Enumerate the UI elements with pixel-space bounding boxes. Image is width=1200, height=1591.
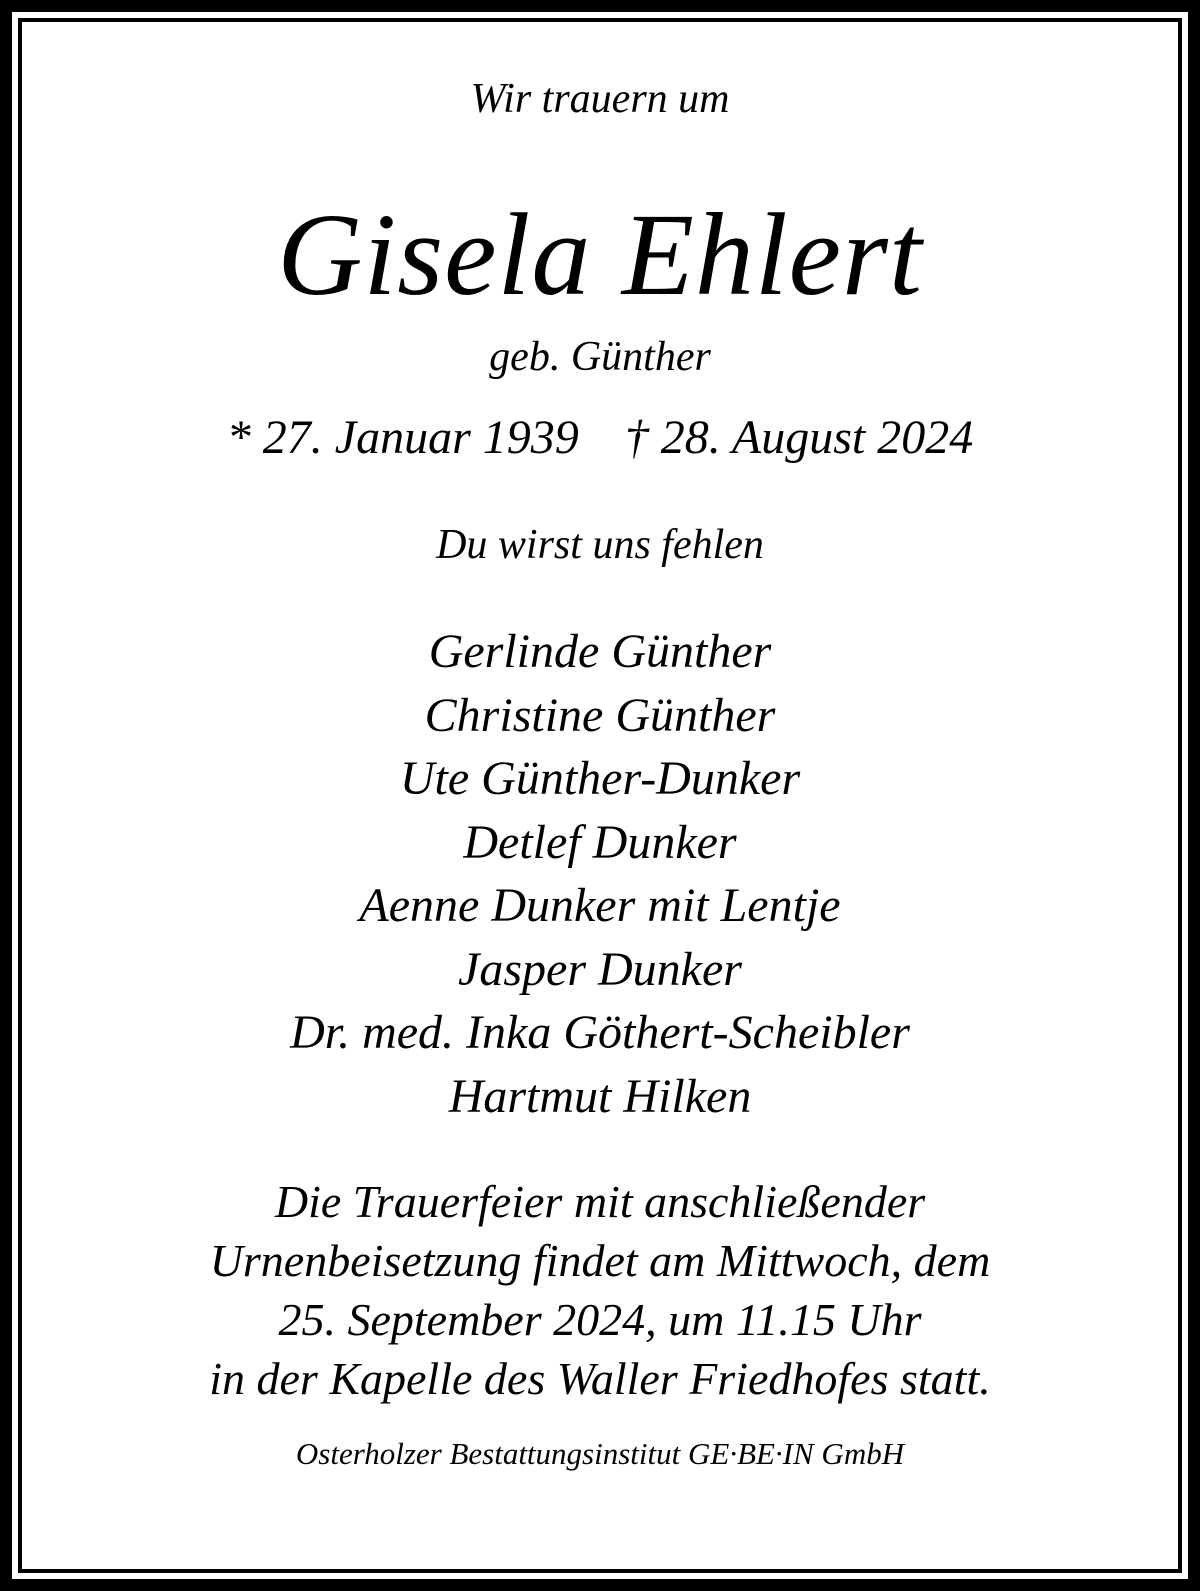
- undertaker-credit: Osterholzer Bestattungsinstitut GE·BE·IN GmbH: [295, 1436, 905, 1471]
- life-dates: [22, 410, 1178, 466]
- mourner-name: Detlef Dunker: [463, 815, 737, 869]
- death-date: † 28. August 2024: [624, 411, 974, 464]
- service-line: Die Trauerfeier mit anschließender: [274, 1176, 926, 1227]
- service-announcement: [22, 1172, 1178, 1408]
- mourner-name: Christine Günther: [424, 688, 776, 742]
- service-line: Urnenbeisetzung findet am Mittwoch, dem: [209, 1235, 991, 1286]
- mourner-name: Hartmut Hilken: [448, 1069, 752, 1123]
- mourner-name: Ute Günther-Dunker: [399, 752, 801, 805]
- obituary-notice: [22, 22, 1178, 1569]
- mourner-name: Gerlinde Günther: [428, 625, 772, 678]
- birth-date: * 27. Januar 1939: [226, 411, 579, 464]
- service-line: 25. September 2024, um 11.15 Uhr: [278, 1294, 922, 1345]
- mourner-name: Jasper Dunker: [458, 942, 742, 996]
- deceased-name: Gisela Ehlert: [277, 189, 923, 320]
- mourner-name: Dr. med. Inka Göthert-Scheibler: [290, 1006, 910, 1059]
- mourners-list: [22, 620, 1178, 1128]
- service-line: in der Kapelle des Waller Friedhofes statt.: [209, 1353, 991, 1404]
- intro-text: Wir trauern um: [470, 76, 730, 122]
- farewell-text: Du wirst uns fehlen: [436, 522, 764, 568]
- mourner-name: Aenne Dunker mit Lentje: [359, 879, 841, 932]
- maiden-name: geb. Günther: [489, 334, 711, 380]
